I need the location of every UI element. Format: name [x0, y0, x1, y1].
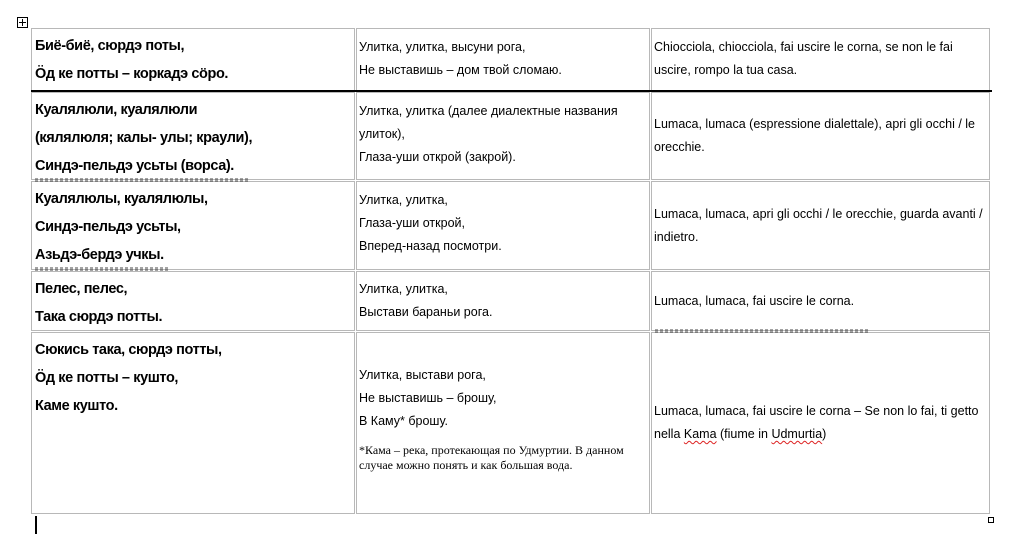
russian-line: Улитка, улитка (далее диалектные названия улиток),: [359, 104, 618, 141]
udmurt-line: Ӧд ке потты – коркадэ сӧро.: [35, 66, 229, 82]
italian-cell-row-1[interactable]: [651, 28, 990, 91]
russian-line: Глаза-уши открой,: [359, 216, 465, 230]
italian-cell-row-3[interactable]: [651, 181, 990, 270]
russian-line: Не выставишь – дом твой сломаю.: [359, 63, 562, 77]
russian-line: Выстави бараньи рога.: [359, 305, 493, 319]
clipped-text-remnant: [35, 267, 170, 271]
udmurt-line: Азьдэ-бердэ учкы.: [35, 247, 164, 263]
table-move-handle[interactable]: [17, 17, 28, 28]
russian-cell-row-5[interactable]: [356, 332, 650, 514]
udmurt-line: Куалялюлы, куалялюлы,: [35, 191, 208, 207]
table-resize-handle[interactable]: [988, 517, 994, 523]
italian-text: [654, 400, 985, 446]
italian-text-part: Lumaca, lumaca, fai uscire le corna – Se non lo fai, ti getto nella: [654, 404, 979, 441]
italian-cell-row-2[interactable]: [651, 92, 990, 180]
udmurt-line: (кялялюля; калы- улы; краули),: [35, 130, 253, 146]
italian-text: Lumaca, lumaca, fai uscire le corna.: [654, 293, 855, 308]
russian-line: Вперед-назад посмотри.: [359, 239, 502, 253]
russian-line: Улитка, улитка,: [359, 193, 448, 207]
text-cursor: [35, 516, 37, 534]
russian-line: Глаза-уши открой (закрой).: [359, 150, 516, 164]
clipped-text-remnant: [655, 329, 870, 333]
udmurt-line: Сюкись така, сюрдэ потты,: [35, 342, 222, 358]
russian-cell-row-1[interactable]: [356, 28, 650, 91]
russian-cell-row-3[interactable]: [356, 181, 650, 270]
udmurt-line: Биё-биё, сюрдэ поты,: [35, 38, 185, 54]
italian-cell-row-5[interactable]: [651, 332, 990, 514]
udmurt-line: Така сюрдэ потты.: [35, 309, 163, 325]
udmurt-cell-row-3[interactable]: [31, 181, 355, 270]
udmurt-line: Каме кушто.: [35, 398, 118, 414]
spellcheck-word-kama[interactable]: Kama: [683, 427, 717, 441]
udmurt-line: Пелес, пелес,: [35, 281, 128, 297]
russian-cell-row-2[interactable]: [356, 92, 650, 180]
italian-cell-row-4[interactable]: [651, 271, 990, 331]
udmurt-cell-row-2[interactable]: [31, 92, 355, 180]
udmurt-cell-row-4[interactable]: [31, 271, 355, 331]
spellcheck-word-udmurtia[interactable]: Udmurtia: [771, 427, 823, 441]
italian-text: Chiocciola, chiocciola, fai uscire le corna, se non le fai uscire, rompo la tua casa.: [654, 40, 953, 77]
footnote-kama: *Кама – река, протекающая по Удмуртии. В данном случае можно понять и как большая вода.: [359, 443, 624, 472]
italian-text-part: (fiume in: [716, 427, 772, 441]
russian-line: Улитка, улитка,: [359, 282, 448, 296]
russian-cell-row-4[interactable]: [356, 271, 650, 331]
udmurt-line: Ӧд ке потты – кушто,: [35, 370, 179, 386]
italian-text: Lumaca, lumaca, apri gli occhi / le orecchie, guarda avanti / indietro.: [654, 206, 983, 244]
poem-table: [31, 28, 992, 514]
italian-text-part: ): [822, 427, 827, 441]
udmurt-line: Синдэ-пельдэ усьты (ворса).: [35, 158, 234, 174]
italian-text: Lumaca, lumaca (espressione dialettale), apri gli occhi / le orecchie.: [654, 117, 975, 154]
clipped-text-remnant: [35, 178, 250, 182]
russian-line: В Каму* брошу.: [359, 414, 448, 428]
russian-line: Улитка, выстави рога,: [359, 368, 486, 382]
udmurt-cell-row-5[interactable]: [31, 332, 355, 514]
udmurt-line: Синдэ-пельдэ усьты,: [35, 219, 181, 235]
russian-line: Улитка, улитка, высуни рога,: [359, 40, 526, 54]
udmurt-cell-row-1[interactable]: [31, 28, 355, 91]
russian-line: Не выставишь – брошу,: [359, 391, 497, 405]
udmurt-line: Куалялюли, куалялюли: [35, 102, 198, 118]
